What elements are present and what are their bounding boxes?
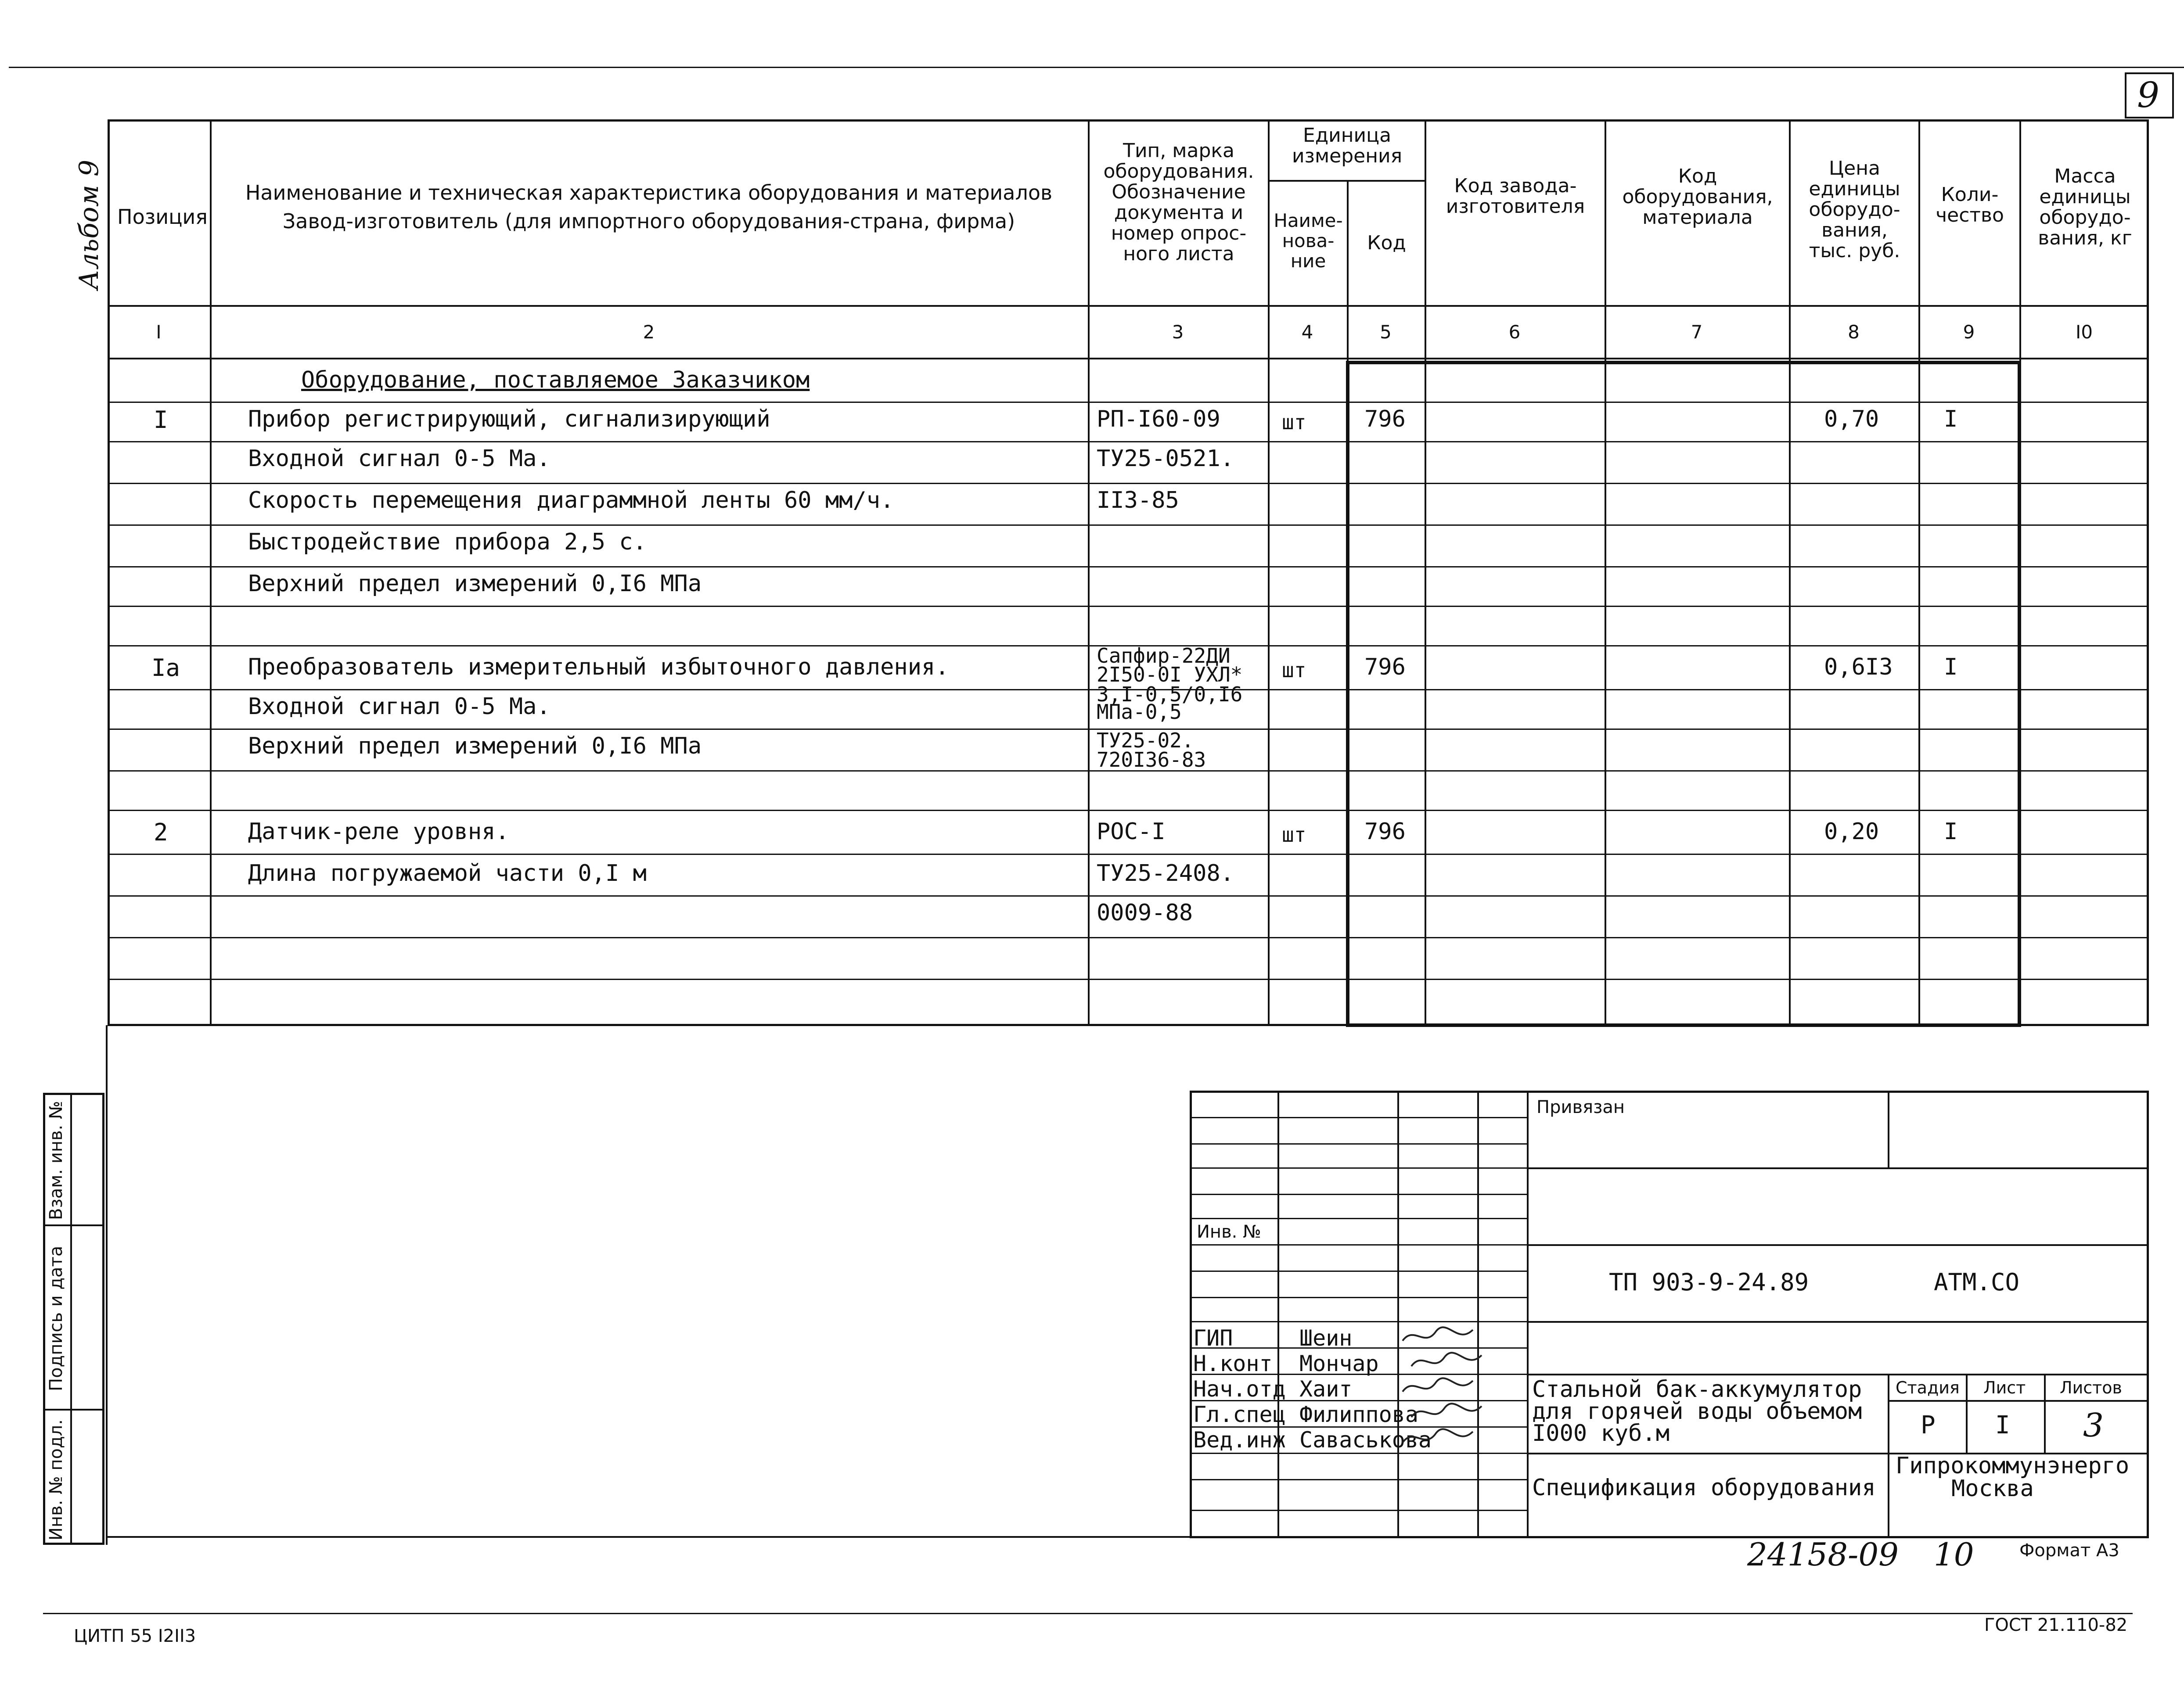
row-code: 796 <box>1364 654 1406 680</box>
col-line-1 <box>210 119 212 1026</box>
signer-name: Филиппова <box>1299 1402 1418 1427</box>
header-equip-code: Код оборудования, материала <box>1622 165 1773 229</box>
row-type: 3,I-0,5/0,I6 <box>1097 682 1243 706</box>
row-name: Скорость перемещения диаграммной ленты 60 мм/ч. <box>248 487 894 513</box>
stage-value: Р <box>1921 1411 1936 1440</box>
row-name: Датчик-реле уровня. <box>248 818 509 845</box>
header-price: Цена единицы оборудо- вания, тыс. руб. <box>1809 157 1900 262</box>
header-unit: Единица измерения <box>1292 124 1403 167</box>
sheet-label: Лист <box>1983 1378 2026 1397</box>
sheets-value: 3 <box>2083 1407 2104 1444</box>
footer-rule <box>43 1613 2133 1614</box>
row-type: 2I50-0I УХЛ* <box>1097 663 1243 686</box>
column-number: 4 <box>1301 321 1313 343</box>
tb-grid-line <box>1190 1297 1527 1298</box>
header-factory-code: Код завода- изготовителя <box>1446 175 1585 218</box>
side-stamp-inner <box>70 1093 72 1545</box>
row-type: II3-85 <box>1097 487 1179 513</box>
citp-label: ЦИТП 55 I2II3 <box>74 1626 196 1646</box>
tb-grid-line <box>1190 1117 1527 1118</box>
tb-v4 <box>1527 1091 1529 1538</box>
row-type: РП-I60-09 <box>1097 406 1220 432</box>
album-label: Альбом 9 <box>74 159 104 290</box>
row-name: Длина погружаемой части 0,I м <box>248 860 647 887</box>
signature-scribble <box>1400 1425 1475 1456</box>
side-label-inv: Инв. № подл. <box>46 1419 66 1540</box>
object-title-3: I000 куб.м <box>1532 1420 1670 1447</box>
tb-stage-hdr <box>1888 1400 2149 1402</box>
side-label-podpis: Подпись и дата <box>46 1246 66 1391</box>
row-pos: I <box>154 406 168 434</box>
header-position: Позиция <box>117 205 208 229</box>
side-stamp-div2 <box>43 1409 104 1411</box>
column-number: 8 <box>1848 321 1860 343</box>
header-unit-code: Код <box>1367 232 1406 254</box>
role-label: Нач.отд <box>1193 1376 1286 1402</box>
row-code: 796 <box>1364 406 1406 432</box>
column-number: I <box>156 321 162 343</box>
role-label: Гл.спец <box>1193 1402 1286 1427</box>
tb-v2 <box>1397 1091 1399 1538</box>
tb-grid-line <box>1190 1218 1527 1219</box>
object-title-2: для горячей воды объемом <box>1532 1398 1862 1425</box>
handwritten-num: 10 <box>1934 1536 1974 1573</box>
tb-v3 <box>1477 1091 1479 1538</box>
row-pos: Iа <box>151 654 180 682</box>
section-title: Оборудование, поставляемое Заказчиком <box>301 367 810 393</box>
colnum-bottom <box>108 358 2149 359</box>
row-type: МПа-0,5 <box>1097 700 1182 724</box>
page-number: 9 <box>2137 75 2159 115</box>
tb-stage-div2 <box>1966 1374 1968 1453</box>
privyazan-label: Привязан <box>1536 1097 1625 1117</box>
row-type: Сапфир-22ДИ <box>1097 644 1231 668</box>
signer-name: Мончар <box>1299 1351 1379 1376</box>
tb-grid-line <box>1190 1453 1527 1454</box>
column-number: 5 <box>1380 321 1392 343</box>
row-type: 0009-88 <box>1097 900 1193 926</box>
object-title-1: Стальной бак-аккумулятор <box>1532 1376 1862 1403</box>
row-type: ТУ25-0521. <box>1097 445 1234 472</box>
tb-grid-line <box>1190 1167 1527 1169</box>
format-label: Формат А3 <box>2019 1540 2119 1561</box>
signer-name: Саваськова <box>1299 1427 1432 1453</box>
sheets-label: Листов <box>2060 1378 2122 1397</box>
column-number: I0 <box>2075 321 2093 343</box>
signer-name: Хаит <box>1299 1376 1353 1402</box>
tb-privyazan-div <box>1888 1091 1889 1168</box>
org-name: Гипрокоммунэнерго <box>1896 1453 2130 1479</box>
tb-r-h4 <box>1527 1374 2149 1375</box>
row-qty: I <box>1944 654 1958 680</box>
header-unit-name: Наиме- нова- ние <box>1274 210 1343 272</box>
row-type: ТУ25-2408. <box>1097 860 1234 887</box>
tb-stage-div3 <box>2044 1374 2046 1453</box>
header-type: Тип, марка оборудования. Обозначение документа и номер опрос- ного листа <box>1103 140 1254 265</box>
row-unit: шт <box>1282 410 1306 434</box>
row-qty: I <box>1944 818 1958 845</box>
header-name-line2: Завод-изготовитель (для импортного оборудования-страна, фирма) <box>282 209 1015 233</box>
row-name: Входной сигнал 0-5 Ма. <box>248 693 550 720</box>
role-label: Н.конт <box>1193 1351 1273 1376</box>
tb-grid-line <box>1190 1510 1527 1511</box>
stage-label: Стадия <box>1896 1378 1960 1397</box>
row-price: 0,70 <box>1824 406 1879 432</box>
row-price: 0,20 <box>1824 818 1879 845</box>
side-label-vzam: Взам. инв. № <box>46 1101 66 1220</box>
row-code: 796 <box>1364 818 1406 845</box>
row-type-extra: ТУ25-02. <box>1097 729 1194 752</box>
row-qty: I <box>1944 406 1958 432</box>
spec-title: Спецификация оборудования <box>1532 1475 1876 1501</box>
sheet-value: I <box>1995 1411 2010 1440</box>
tb-grid-line <box>1190 1194 1527 1195</box>
tb-grid-line <box>1190 1479 1527 1480</box>
row-unit: шт <box>1282 658 1306 682</box>
row-pos: 2 <box>154 818 168 846</box>
side-stamp-div1 <box>43 1224 104 1226</box>
tb-grid-line <box>1190 1271 1527 1272</box>
signer-name: Шеин <box>1299 1325 1353 1351</box>
row-name: Верхний предел измерений 0,I6 МПа <box>248 571 702 597</box>
header-name-line1: Наименование и техническая характеристика оборудования и материалов <box>245 181 1053 205</box>
row-type-extra: 720I36-83 <box>1097 748 1206 772</box>
tb-grid-line <box>1190 1143 1527 1145</box>
handwritten-code: 24158-09 <box>1747 1536 1899 1573</box>
unit-subheader-line <box>1268 180 1425 182</box>
column-number: 6 <box>1508 321 1521 343</box>
tb-grid-line <box>1190 1321 1527 1322</box>
row-price: 0,6I3 <box>1824 654 1893 680</box>
role-label: ГИП <box>1193 1325 1233 1351</box>
row-name: Прибор регистрирующий, сигнализирующий <box>248 406 770 432</box>
inv-no-label: Инв. № <box>1197 1222 1261 1242</box>
doc-mark: АТМ.СО <box>1934 1268 2020 1296</box>
row-name: Верхний предел измерений 0,I6 МПа <box>248 733 702 759</box>
column-number: 2 <box>643 321 655 343</box>
row-unit: шт <box>1282 823 1306 847</box>
frame-left-lower <box>106 1025 108 1545</box>
org-city: Москва <box>1951 1475 2034 1502</box>
bold-box <box>1346 361 2021 1027</box>
tb-grid-line <box>1190 1244 1527 1246</box>
tb-r-h3 <box>1527 1321 2149 1323</box>
tb-r-h1 <box>1527 1167 2149 1169</box>
row-name: Входной сигнал 0-5 Ма. <box>248 445 550 472</box>
role-label: Вед.инж <box>1193 1427 1286 1453</box>
gost-label: ГОСТ 21.110-82 <box>1984 1615 2128 1635</box>
row-name: Преобразователь измерительный избыточного давления. <box>248 654 949 680</box>
header-bottom <box>108 305 2149 307</box>
header-mass: Масса единицы оборудо- вания, кг <box>2038 165 2132 249</box>
tb-stage-div <box>1888 1374 1889 1538</box>
column-number: 7 <box>1691 321 1703 343</box>
tb-r-h2 <box>1527 1244 2149 1246</box>
top-rule <box>9 67 2184 68</box>
tb-v1 <box>1277 1091 1279 1538</box>
column-number: 3 <box>1172 321 1184 343</box>
doc-code: ТП 903-9-24.89 <box>1609 1268 1809 1296</box>
column-number: 9 <box>1963 321 1975 343</box>
row-type: РОС-I <box>1097 818 1166 845</box>
header-qty: Коли- чество <box>1936 183 2004 226</box>
row-name: Быстродействие прибора 2,5 с. <box>248 529 647 555</box>
